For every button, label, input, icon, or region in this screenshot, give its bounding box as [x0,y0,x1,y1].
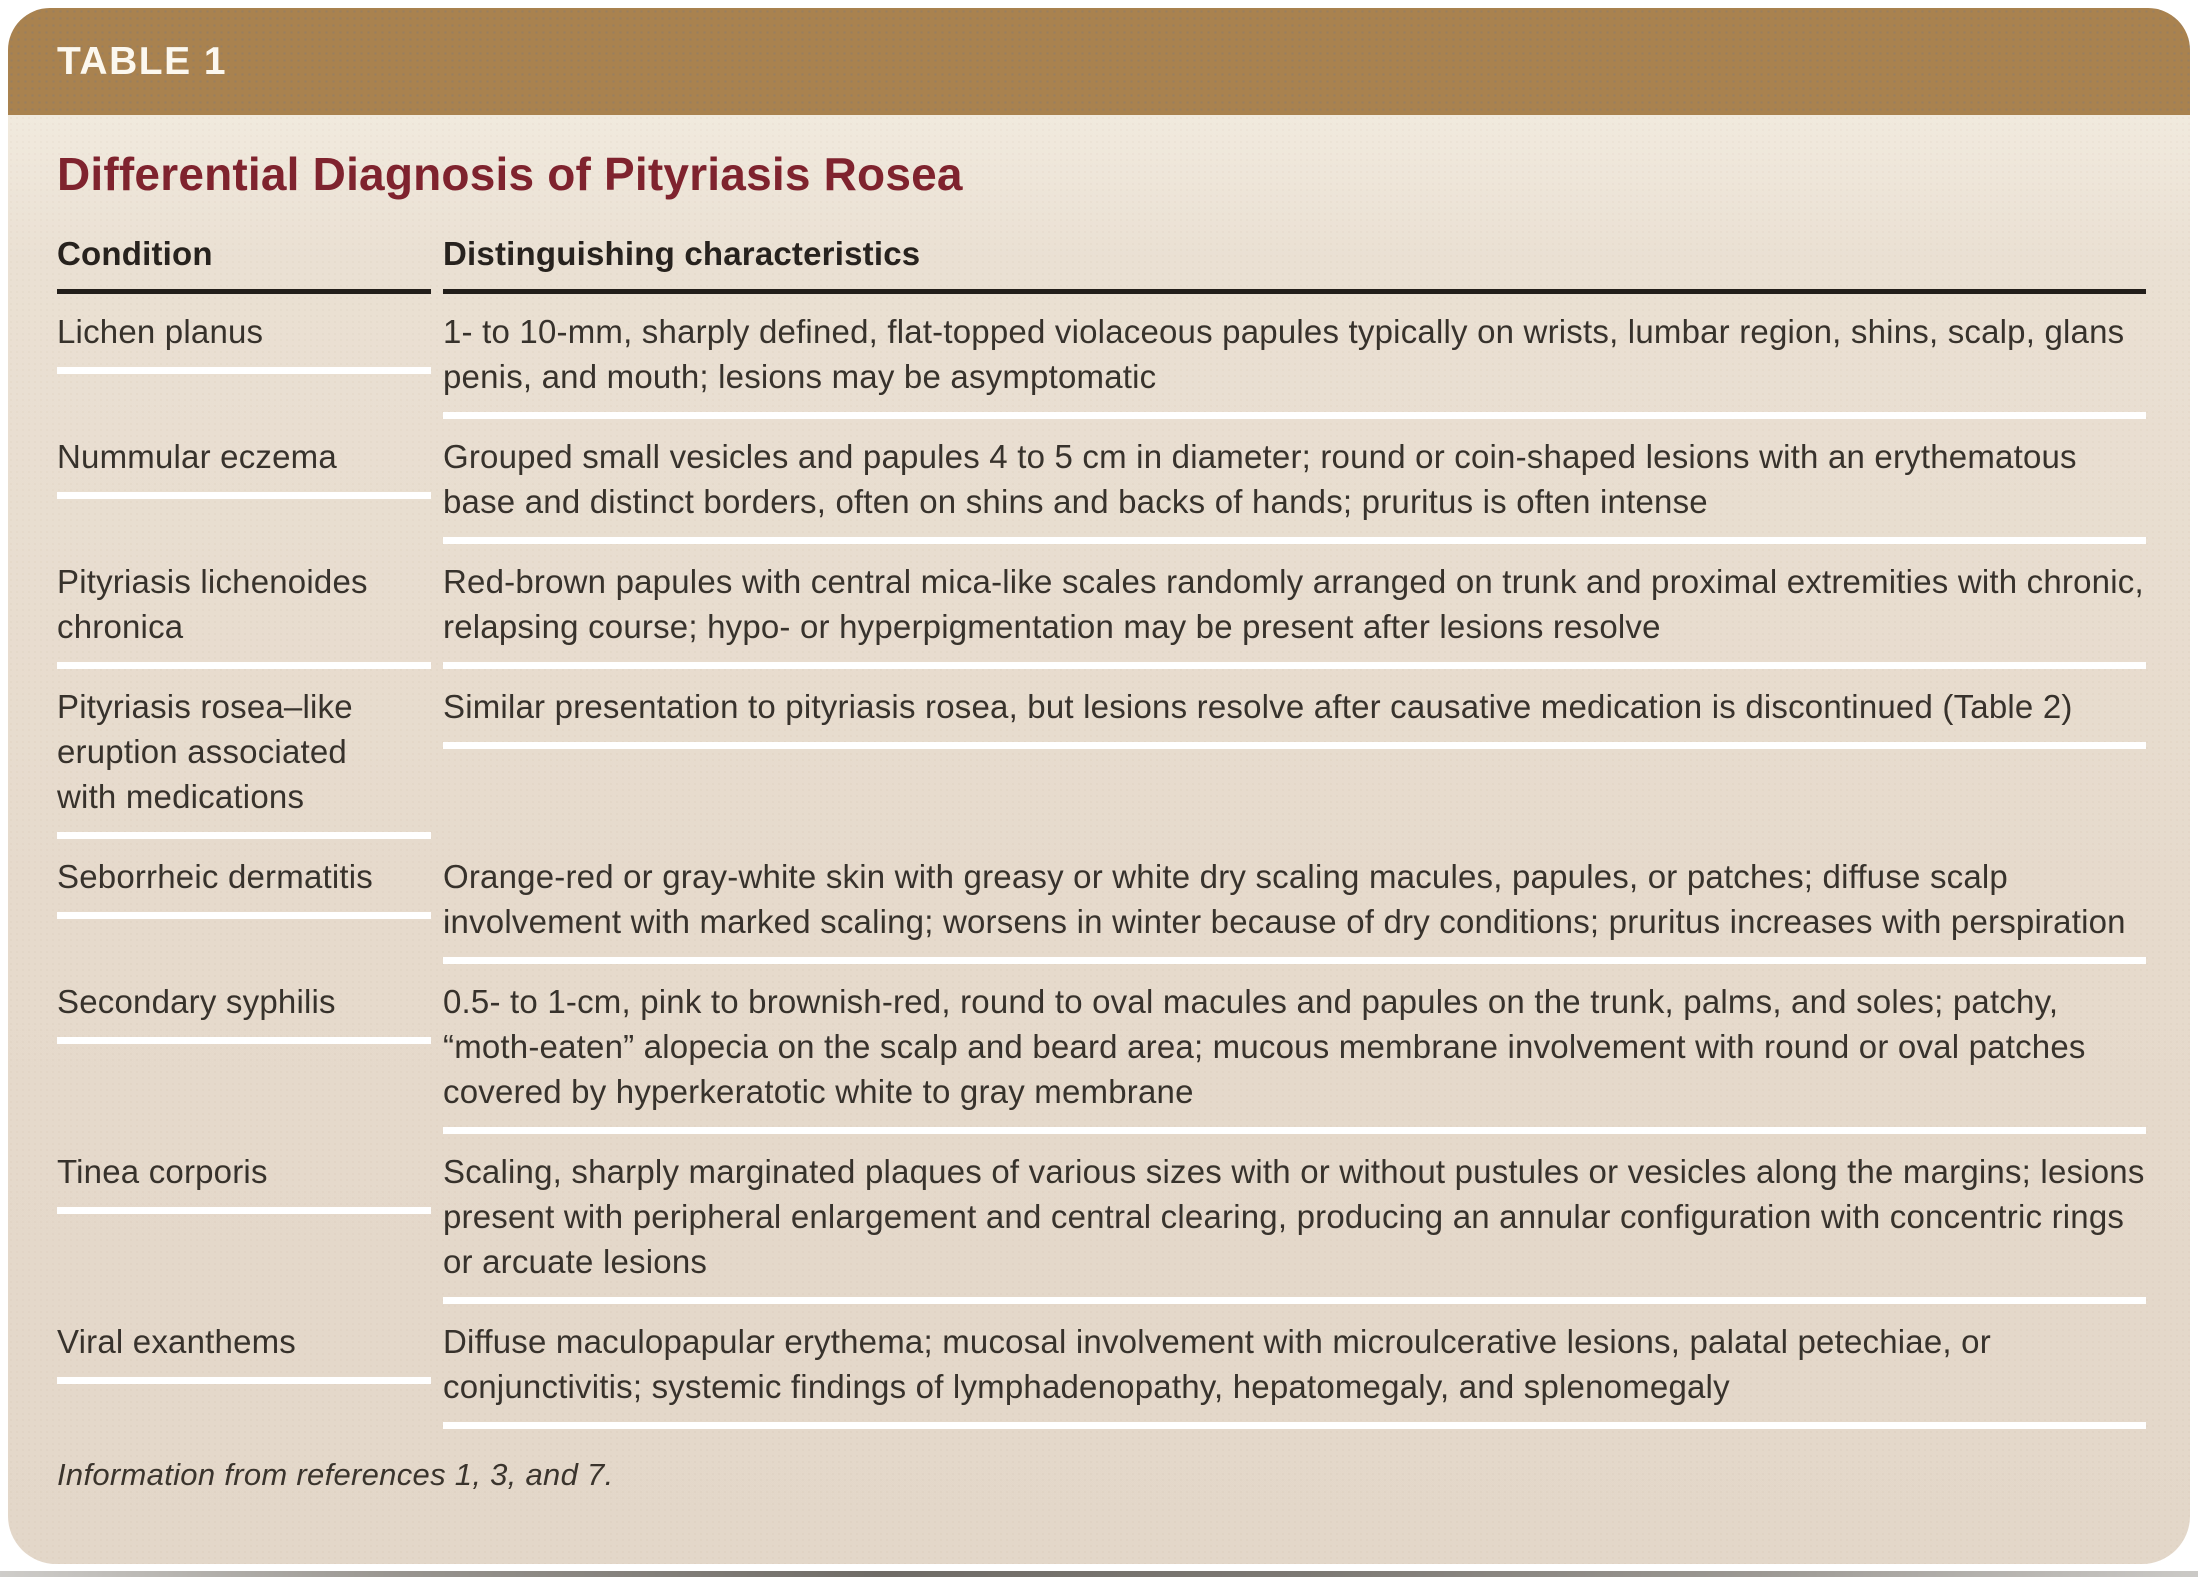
column-header-condition: Condition [57,235,213,272]
column-headers [57,235,2146,273]
table-title: Differential Diagnosis of Pityriasis Rosea [57,148,963,200]
characteristics-cell: Scaling, sharply marginated plaques of various sizes with or without pustules or vesicles along the margins; lesions present with peripheral enlargement and central clearing, producing an annular configuration with concentric rings or arcuate lesions [443,1134,2146,1304]
characteristics-cell: 1- to 10-mm, sharply defined, flat-topped violaceous papules typically on wrists, lumbar region, shins, scalp, glans penis, and mouth; lesions may be asymptomatic [443,294,2146,419]
scan-edge-artifact [0,1571,2198,1577]
characteristics-cell: Similar presentation to pityriasis rosea, but lesions resolve after causative medication is discontinued (Table 2) [443,669,2146,749]
table-row [57,544,2146,669]
condition-cell: Nummular eczema [57,419,431,499]
condition-cell: Lichen planus [57,294,431,374]
characteristics-cell: 0.5- to 1-cm, pink to brownish-red, round to oval macules and papules on the trunk, palms, and soles; patchy, “moth-eaten” alopecia on the scalp and beard area; mucous membrane involvement with round or oval patches covered by hyperkeratotic white to gray membrane [443,964,2146,1134]
table-row [57,1304,2146,1429]
table-row [57,294,2146,419]
condition-cell: Tinea corporis [57,1134,431,1214]
table-row [57,1134,2146,1304]
table-row [57,964,2146,1134]
characteristics-cell: Diffuse maculopapular erythema; mucosal involvement with microulcerative lesions, palatal petechiae, or conjunctivitis; systemic findings of lymphadenopathy, hepatomegaly, and splenomegaly [443,1304,2146,1429]
table-number-label: TABLE 1 [57,39,228,83]
table-card [8,8,2190,1564]
characteristics-cell: Grouped small vesicles and papules 4 to 5 cm in diameter; round or coin-shaped lesions with an erythematous base and distinct borders, often on shins and backs of hands; pruritus is often intense [443,419,2146,544]
table-row [57,669,2146,839]
table-body [8,115,2190,1564]
table-header-bar [8,8,2190,115]
condition-cell: Viral exanthems [57,1304,431,1384]
table-row [57,419,2146,544]
characteristics-cell: Red-brown papules with central mica-like scales randomly arranged on trunk and proximal extremities with chronic, relapsing course; hypo- or hyperpigmentation may be present after lesions resolve [443,544,2146,669]
condition-cell: Secondary syphilis [57,964,431,1044]
table-row [57,839,2146,964]
condition-cell: Pityriasis lichenoides chronica [57,544,431,669]
column-header-characteristics: Distinguishing characteristics [443,235,921,272]
condition-cell: Pityriasis rosea–like eruption associated with medications [57,669,431,839]
condition-cell: Seborrheic dermatitis [57,839,431,919]
characteristics-cell: Orange-red or gray-white skin with greasy or white dry scaling macules, papules, or patches; diffuse scalp involvement with marked scaling; worsens in winter because of dry conditions; pruritus increases with perspiration [443,839,2146,964]
source-note: Information from references 1, 3, and 7. [57,1457,614,1492]
